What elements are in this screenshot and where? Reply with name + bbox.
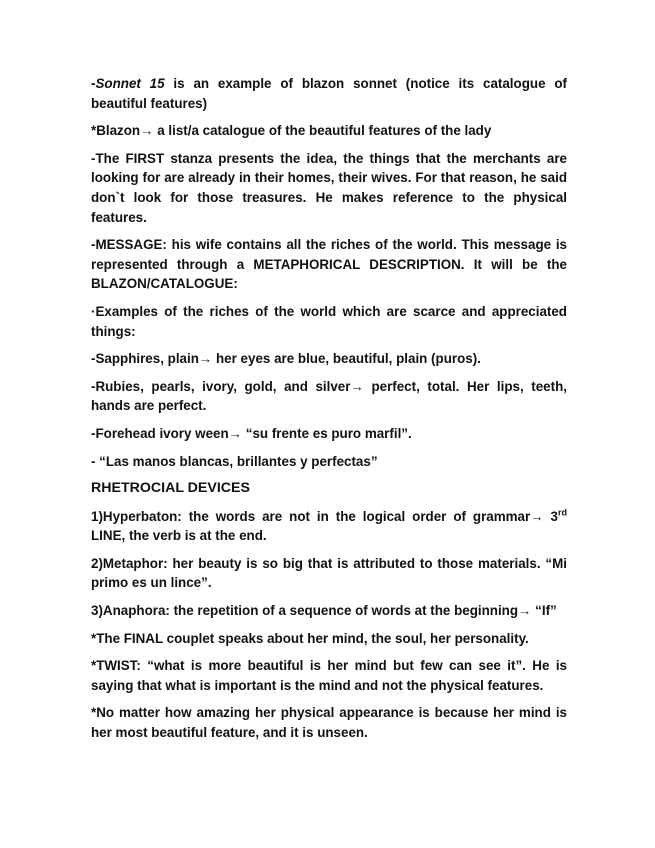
paragraph-message: -MESSAGE: his wife contains all the riches of the world. This message is represented through a METAPHORICAL DESCRIPTION. It will be the BLAZON/CATALOGUE: [91, 237, 567, 292]
paragraph-metaphor: 2)Metaphor: her beauty is so big that is attributed to those materials. “Mi primo es un lince”. [91, 555, 567, 591]
paragraph-rubies: -Rubies, pearls, ivory, gold, and silver→ perfect, total. Her lips, teeth, hands are perfect. [91, 378, 567, 414]
paragraph-twist: *TWIST: “what is more beautiful is her mind but few can see it”. He is saying that what is important is the mind and not the physical features. [91, 658, 567, 693]
paragraph-sonnet-15 [91, 74, 567, 113]
section-heading: RHETROCIAL DEVICES [91, 480, 250, 497]
paragraph-manos: - “Las manos blancas, brillantes y perfectas” [91, 453, 378, 469]
paragraph-sapphires: -Sapphires, plain→ her eyes are blue, beautiful, plain (puros). [91, 351, 481, 367]
hyperbaton-text-end: LINE, the verb is at the end. [91, 528, 267, 544]
paragraph-blazon: *Blazon→ a list/a catalogue of the beautiful features of the lady [91, 123, 492, 139]
paragraph-anaphora: 3)Anaphora: the repetition of a sequence of words at the beginning→ “If” [91, 603, 557, 619]
paragraph-examples: ·Examples of the riches of the world which are scarce and appreciated things: [91, 303, 567, 339]
paragraph-conclusion: *No matter how amazing her physical appearance is because her mind is her most beautiful feature, and it is unseen. [91, 705, 567, 741]
sonnet-title: Sonnet 15 [95, 76, 165, 91]
dash: - [91, 76, 96, 91]
paragraph-final-couplet: *The FINAL couplet speaks about her mind, the soul, her personality. [91, 630, 529, 646]
paragraph-text: is an example of blazon sonnet (notice its catalogue of beautiful features) [91, 76, 567, 111]
paragraph-forehead: -Forehead ivory ween→ “su frente es puro marfil”. [91, 425, 412, 441]
paragraph-hyperbaton [91, 507, 567, 546]
paragraph-first-stanza: -The FIRST stanza presents the idea, the things that the merchants are looking for are already in their homes, their wives. For that reason, he said don`t look for those treasures. He makes reference to the physical features. [91, 150, 567, 225]
ordinal-suffix: rd [558, 507, 567, 518]
hyperbaton-text: 1)Hyperbaton: the words are not in the logical order of grammar→ 3 [91, 508, 558, 524]
